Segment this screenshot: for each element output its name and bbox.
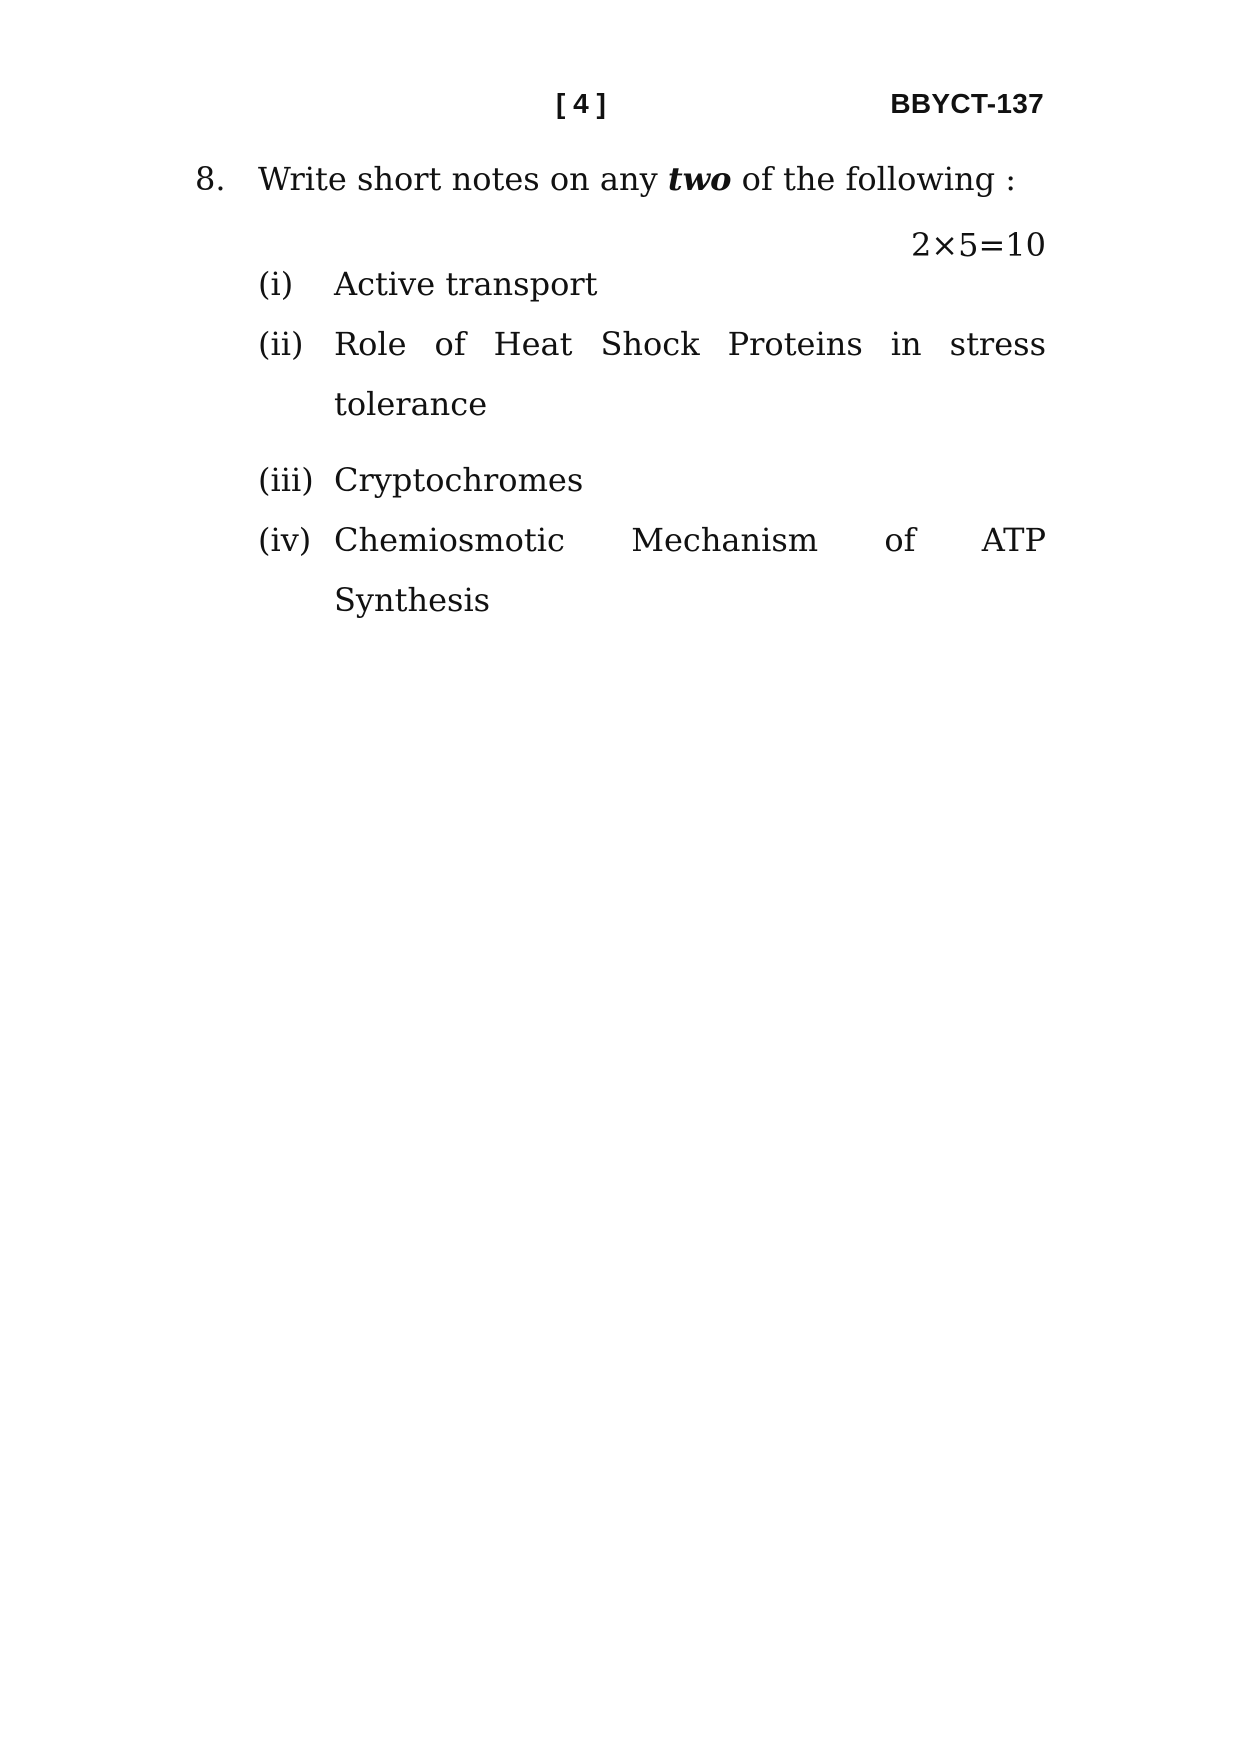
- item-text-line-1: Role of Heat Shock Proteins in stress: [334, 325, 1046, 363]
- item-label: (iv): [258, 521, 312, 559]
- item-text-line-2: Synthesis: [334, 581, 491, 619]
- list-item: [258, 254, 1046, 314]
- item-text: Active transport: [334, 265, 598, 303]
- list-item: [258, 450, 1046, 510]
- item-label: (iii): [258, 461, 314, 499]
- question-marks: 2×5=10: [910, 226, 1046, 264]
- question-text-before: Write short notes on any: [258, 160, 668, 198]
- question-emphasis: two: [667, 160, 732, 198]
- list-item: [258, 314, 1046, 434]
- question-text-after: of the following :: [731, 160, 1017, 198]
- list-item: [258, 510, 1046, 630]
- item-label: (ii): [258, 325, 304, 363]
- item-text-line-1: Chemiosmotic Mechanism of ATP: [334, 521, 1046, 559]
- item-text: Cryptochromes: [334, 461, 584, 499]
- question-text: [258, 160, 1016, 198]
- item-text-line-2: tolerance: [334, 385, 488, 423]
- question-number: 8.: [195, 160, 226, 198]
- page-number: [ 4 ]: [556, 88, 606, 119]
- paper-code: BBYCT-137: [890, 88, 1044, 119]
- item-label: (i): [258, 265, 294, 303]
